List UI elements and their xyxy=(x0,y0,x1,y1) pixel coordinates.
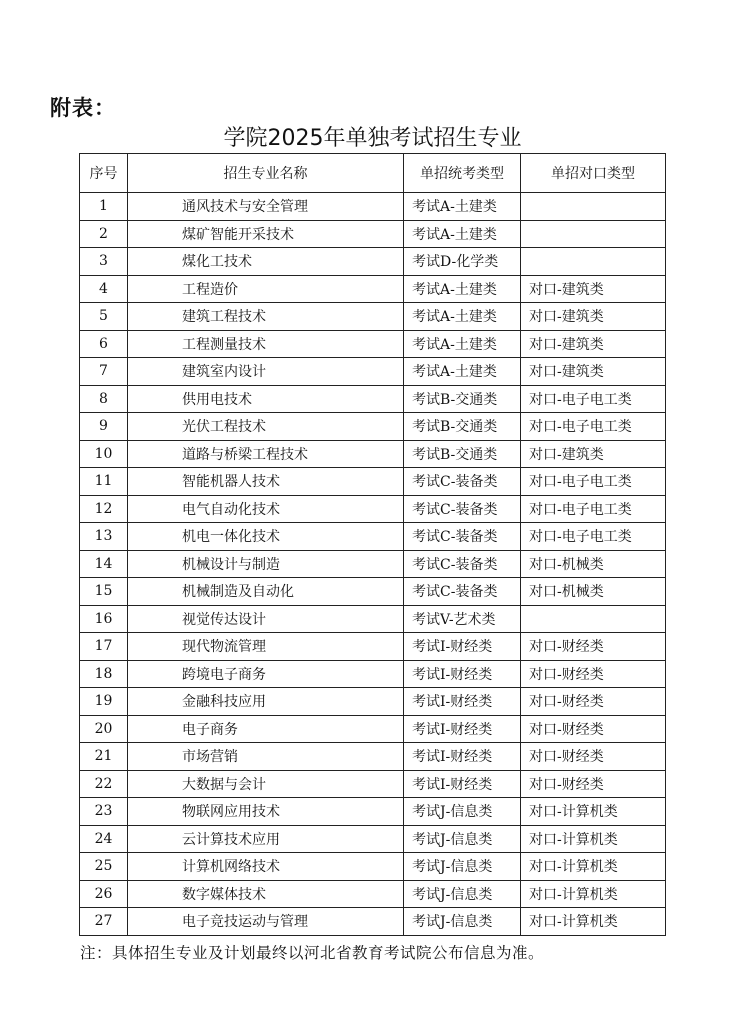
major-name: 工程测量技术 xyxy=(128,330,404,358)
row-index: 9 xyxy=(80,413,128,441)
major-name: 煤化工技术 xyxy=(128,248,404,276)
major-name: 金融科技应用 xyxy=(128,688,404,716)
annex-label: 附表： xyxy=(50,96,116,120)
exam-type: 考试J-信息类 xyxy=(404,880,521,908)
table-row xyxy=(80,853,666,881)
table-row xyxy=(80,248,666,276)
table-row xyxy=(80,908,666,936)
row-index: 18 xyxy=(80,660,128,688)
header-vocational-type: 单招对口类型 xyxy=(521,154,666,193)
major-name: 煤矿智能开采技术 xyxy=(128,220,404,248)
table-row xyxy=(80,605,666,633)
row-index: 22 xyxy=(80,770,128,798)
exam-type: 考试C-装备类 xyxy=(404,523,521,551)
table-row xyxy=(80,358,666,386)
major-name: 电气自动化技术 xyxy=(128,495,404,523)
exam-type: 考试A-土建类 xyxy=(404,303,521,331)
table-header-row xyxy=(80,154,666,193)
table-body xyxy=(80,193,666,936)
major-name: 机电一体化技术 xyxy=(128,523,404,551)
row-index: 2 xyxy=(80,220,128,248)
vocational-type xyxy=(521,605,666,633)
exam-type: 考试C-装备类 xyxy=(404,495,521,523)
major-name: 计算机网络技术 xyxy=(128,853,404,881)
vocational-type: 对口-建筑类 xyxy=(521,275,666,303)
exam-type: 考试V-艺术类 xyxy=(404,605,521,633)
major-name: 建筑工程技术 xyxy=(128,303,404,331)
vocational-type: 对口-计算机类 xyxy=(521,798,666,826)
row-index: 11 xyxy=(80,468,128,496)
table-row xyxy=(80,770,666,798)
exam-type: 考试I-财经类 xyxy=(404,715,521,743)
vocational-type: 对口-计算机类 xyxy=(521,853,666,881)
major-name: 云计算技术应用 xyxy=(128,825,404,853)
row-index: 6 xyxy=(80,330,128,358)
table-row xyxy=(80,275,666,303)
exam-type: 考试I-财经类 xyxy=(404,770,521,798)
exam-type: 考试J-信息类 xyxy=(404,908,521,936)
row-index: 8 xyxy=(80,385,128,413)
table-row xyxy=(80,303,666,331)
exam-type: 考试J-信息类 xyxy=(404,798,521,826)
document-title: 学院2025年单独考试招生专业 xyxy=(223,126,522,151)
exam-type: 考试C-装备类 xyxy=(404,578,521,606)
row-index: 19 xyxy=(80,688,128,716)
vocational-type xyxy=(521,193,666,221)
row-index: 7 xyxy=(80,358,128,386)
vocational-type: 对口-建筑类 xyxy=(521,330,666,358)
major-name: 光伏工程技术 xyxy=(128,413,404,441)
vocational-type: 对口-建筑类 xyxy=(521,303,666,331)
footnote: 注：具体招生专业及计划最终以河北省教育考试院公布信息为准。 xyxy=(80,944,545,962)
vocational-type: 对口-建筑类 xyxy=(521,440,666,468)
row-index: 24 xyxy=(80,825,128,853)
major-name: 机械制造及自动化 xyxy=(128,578,404,606)
exam-type: 考试C-装备类 xyxy=(404,550,521,578)
major-name: 智能机器人技术 xyxy=(128,468,404,496)
row-index: 4 xyxy=(80,275,128,303)
vocational-type: 对口-电子电工类 xyxy=(521,495,666,523)
vocational-type: 对口-计算机类 xyxy=(521,908,666,936)
row-index: 27 xyxy=(80,908,128,936)
major-name: 物联网应用技术 xyxy=(128,798,404,826)
vocational-type: 对口-机械类 xyxy=(521,550,666,578)
major-name: 大数据与会计 xyxy=(128,770,404,798)
major-name: 工程造价 xyxy=(128,275,404,303)
major-name: 电子竞技运动与管理 xyxy=(128,908,404,936)
major-name: 现代物流管理 xyxy=(128,633,404,661)
row-index: 21 xyxy=(80,743,128,771)
row-index: 1 xyxy=(80,193,128,221)
exam-type: 考试C-装备类 xyxy=(404,468,521,496)
table-row xyxy=(80,440,666,468)
table-row xyxy=(80,385,666,413)
header-index: 序号 xyxy=(80,154,128,193)
table-row xyxy=(80,193,666,221)
table-row xyxy=(80,660,666,688)
vocational-type: 对口-财经类 xyxy=(521,770,666,798)
vocational-type: 对口-计算机类 xyxy=(521,880,666,908)
exam-type: 考试A-土建类 xyxy=(404,193,521,221)
major-name: 电子商务 xyxy=(128,715,404,743)
exam-type: 考试B-交通类 xyxy=(404,413,521,441)
vocational-type: 对口-财经类 xyxy=(521,715,666,743)
major-name: 机械设计与制造 xyxy=(128,550,404,578)
table-row xyxy=(80,330,666,358)
exam-type: 考试D-化学类 xyxy=(404,248,521,276)
table-row xyxy=(80,688,666,716)
vocational-type: 对口-计算机类 xyxy=(521,825,666,853)
table-row xyxy=(80,825,666,853)
table-row xyxy=(80,523,666,551)
vocational-type: 对口-电子电工类 xyxy=(521,523,666,551)
vocational-type: 对口-财经类 xyxy=(521,660,666,688)
exam-type: 考试A-土建类 xyxy=(404,330,521,358)
row-index: 17 xyxy=(80,633,128,661)
major-name: 市场营销 xyxy=(128,743,404,771)
majors-table xyxy=(79,153,666,936)
vocational-type: 对口-机械类 xyxy=(521,578,666,606)
row-index: 25 xyxy=(80,853,128,881)
exam-type: 考试I-财经类 xyxy=(404,743,521,771)
table-row xyxy=(80,550,666,578)
row-index: 23 xyxy=(80,798,128,826)
major-name: 建筑室内设计 xyxy=(128,358,404,386)
exam-type: 考试J-信息类 xyxy=(404,853,521,881)
major-name: 视觉传达设计 xyxy=(128,605,404,633)
table-row xyxy=(80,743,666,771)
exam-type: 考试I-财经类 xyxy=(404,633,521,661)
major-name: 供用电技术 xyxy=(128,385,404,413)
vocational-type xyxy=(521,220,666,248)
row-index: 20 xyxy=(80,715,128,743)
row-index: 16 xyxy=(80,605,128,633)
row-index: 10 xyxy=(80,440,128,468)
exam-type: 考试B-交通类 xyxy=(404,440,521,468)
table-row xyxy=(80,798,666,826)
table-row xyxy=(80,495,666,523)
exam-type: 考试A-土建类 xyxy=(404,358,521,386)
row-index: 13 xyxy=(80,523,128,551)
vocational-type: 对口-电子电工类 xyxy=(521,413,666,441)
table-row xyxy=(80,880,666,908)
vocational-type: 对口-建筑类 xyxy=(521,358,666,386)
vocational-type: 对口-财经类 xyxy=(521,633,666,661)
major-name: 通风技术与安全管理 xyxy=(128,193,404,221)
vocational-type: 对口-电子电工类 xyxy=(521,385,666,413)
exam-type: 考试A-土建类 xyxy=(404,220,521,248)
table-row xyxy=(80,413,666,441)
table-row xyxy=(80,633,666,661)
major-name: 道路与桥梁工程技术 xyxy=(128,440,404,468)
major-name: 数字媒体技术 xyxy=(128,880,404,908)
row-index: 14 xyxy=(80,550,128,578)
header-exam-type: 单招统考类型 xyxy=(404,154,521,193)
header-major-name: 招生专业名称 xyxy=(128,154,404,193)
exam-type: 考试I-财经类 xyxy=(404,660,521,688)
table-row xyxy=(80,578,666,606)
table-row xyxy=(80,468,666,496)
vocational-type: 对口-财经类 xyxy=(521,743,666,771)
major-name: 跨境电子商务 xyxy=(128,660,404,688)
vocational-type: 对口-电子电工类 xyxy=(521,468,666,496)
table-row xyxy=(80,715,666,743)
row-index: 26 xyxy=(80,880,128,908)
exam-type: 考试A-土建类 xyxy=(404,275,521,303)
exam-type: 考试I-财经类 xyxy=(404,688,521,716)
table-row xyxy=(80,220,666,248)
row-index: 3 xyxy=(80,248,128,276)
row-index: 12 xyxy=(80,495,128,523)
vocational-type xyxy=(521,248,666,276)
vocational-type: 对口-财经类 xyxy=(521,688,666,716)
row-index: 5 xyxy=(80,303,128,331)
row-index: 15 xyxy=(80,578,128,606)
exam-type: 考试J-信息类 xyxy=(404,825,521,853)
exam-type: 考试B-交通类 xyxy=(404,385,521,413)
